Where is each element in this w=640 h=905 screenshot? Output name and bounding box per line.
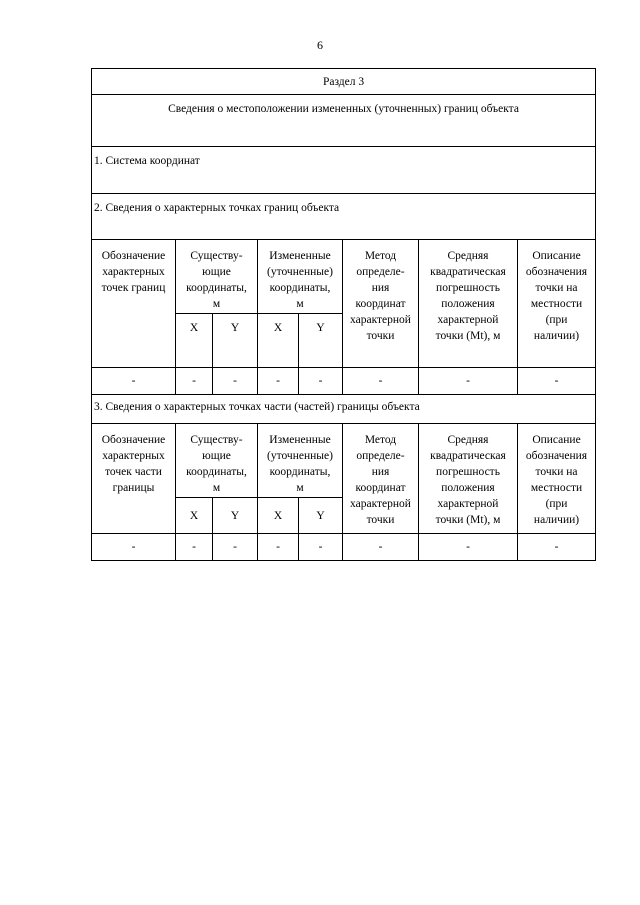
header-line: характерной [437,314,499,326]
header-line: координаты, [269,466,331,478]
header-line: м [296,482,304,494]
t2-cell: - [213,368,258,395]
t2-header-designation [92,240,176,368]
header-line: точки [366,330,395,342]
header-line: местности [530,482,583,494]
header-line: точки на [535,466,578,478]
t2-changed-y: Y [299,314,343,368]
t3-existing-x: X [176,498,213,534]
header-line: местности [530,298,583,310]
t3-cell: - [258,534,299,561]
header-line: Измененные [269,250,331,262]
section-subtitle: Сведения о местоположении измененных (уточненных) границ объекта [92,95,596,147]
header-line: ния [371,282,390,294]
header-line: (уточненные) [267,450,333,462]
header-line: Средняя [447,434,489,446]
coordinate-system-row: 1. Система координат [92,147,596,194]
t2-header-changed-coords [258,240,343,314]
section-3-heading: 3. Сведения о характерных точках части (частей) границы объекта [92,395,596,424]
header-line: (уточненные) [267,266,333,278]
t3-cell: - [299,534,343,561]
header-line: координаты, [186,282,247,294]
header-line: Метод [364,250,397,262]
t2-cell: - [419,368,518,395]
header-line: положения [441,298,495,310]
header-line: Средняя [447,250,489,262]
t3-cell: - [213,534,258,561]
header-line: м [296,298,304,310]
header-line: точек границ [101,282,166,294]
header-line: м [212,482,221,494]
header-line: погрешность [436,466,500,478]
t2-header-description [518,240,596,368]
t2-cell: - [518,368,596,395]
header-line: (при [545,314,568,326]
header-line: Обозначение [101,250,166,262]
boundary-info-table [91,68,596,561]
t2-cell: - [299,368,343,395]
t3-header-method [343,424,419,534]
header-line: определе- [356,450,405,462]
t2-existing-x: X [176,314,213,368]
t3-header-changed-coords [258,424,343,498]
header-line: точек части [105,466,162,478]
t3-cell: - [92,534,176,561]
t2-header-method [343,240,419,368]
t2-cell: - [343,368,419,395]
header-line: точки (Mt), м [435,514,501,526]
t2-cell: - [92,368,176,395]
t3-changed-x: X [258,498,299,534]
t3-header-description [518,424,596,534]
header-line: ющие [202,450,231,462]
t2-cell: - [176,368,213,395]
header-line: Описание [532,250,581,262]
t2-existing-y: Y [213,314,258,368]
header-line: точки [366,514,395,526]
header-line: координат [355,482,406,494]
header-line: положения [441,482,495,494]
section-title: Раздел 3 [92,69,596,95]
section-2-heading: 2. Сведения о характерных точках границ объекта [92,194,596,240]
header-line: квадратическая [430,266,506,278]
t3-header-designation [92,424,176,534]
header-line: Существу- [190,434,243,446]
t2-cell: - [258,368,299,395]
header-line: погрешность [436,282,500,294]
header-line: характерной [350,314,411,326]
t3-cell: - [518,534,596,561]
header-line: Описание [532,434,581,446]
t2-header-existing-coords [176,240,258,314]
header-line: точки (Mt), м [435,330,501,342]
t3-header-error [419,424,518,534]
page-number: 6 [317,38,323,52]
header-line: границы [112,482,155,494]
header-line: ющие [202,266,231,278]
header-line: наличии) [533,330,580,342]
t3-existing-y: Y [213,498,258,534]
header-line: точки на [535,282,578,294]
header-line: Метод [364,434,397,446]
header-line: координат [355,298,406,310]
header-line: ния [371,466,390,478]
t2-changed-x: X [258,314,299,368]
header-line: характерных [102,450,165,462]
header-line: Обозначение [101,434,166,446]
t3-cell: - [343,534,419,561]
header-line: м [212,298,221,310]
t2-header-error [419,240,518,368]
t3-header-existing-coords [176,424,258,498]
header-line: Существу- [190,250,243,262]
t3-changed-y: Y [299,498,343,534]
header-line: характерной [350,498,411,510]
header-line: обозначения [525,450,588,462]
header-line: определе- [356,266,405,278]
header-line: Измененные [269,434,331,446]
header-line: характерной [437,498,499,510]
header-line: координаты, [186,466,247,478]
t3-cell: - [419,534,518,561]
header-line: наличии) [533,514,580,526]
header-line: квадратическая [430,450,506,462]
header-line: координаты, [269,282,331,294]
header-line: (при [545,498,568,510]
header-line: обозначения [525,266,588,278]
t3-cell: - [176,534,213,561]
header-line: характерных [102,266,165,278]
